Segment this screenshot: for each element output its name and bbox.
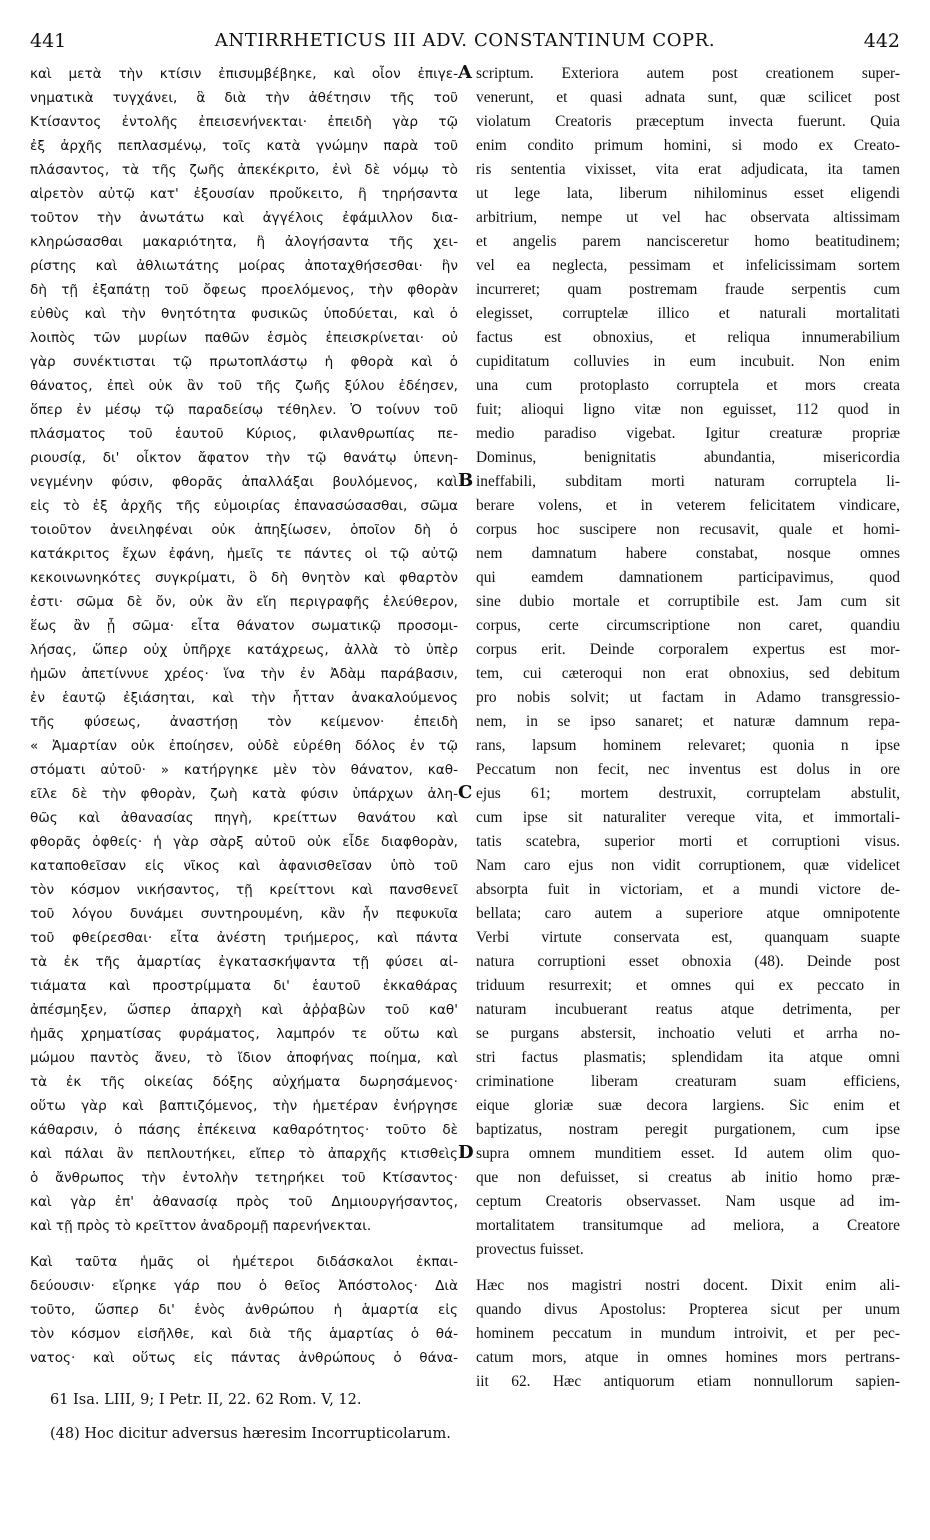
- latin-text-line: corpus erit. Deinde corporalem expertus est mor-: [476, 641, 900, 658]
- latin-text-line: natura corruptioni esset obnoxia (48). Deinde post: [476, 953, 900, 970]
- greek-text-line: κάθαρσιν, ὁ πάσης ἐπέκεινα καθαρότητος· τοῦτο δὲ: [30, 1122, 458, 1138]
- latin-text-line: supra omnem munditiem esset. Id autem olim quo-: [476, 1145, 900, 1162]
- latin-text-line: nem, in se ipso sanaret; et naturæ damnum repa-: [476, 713, 900, 730]
- footnotes: [50, 1388, 900, 1446]
- latin-text-line: corpus hoc suscipere non recusavit, quale et homi-: [476, 521, 900, 538]
- greek-text-line: κατάκριτος ἔχων ἐφάνη, ἡμεῖς τε πάντες οἱ τῷ αὐτῷ: [30, 546, 458, 562]
- greek-column: [30, 62, 458, 1370]
- latin-text-line: scriptum. Exteriora autem post creationem super-: [476, 65, 900, 82]
- latin-text-line: hominem peccatum in mundum introivit, et per pec-: [476, 1325, 900, 1342]
- greek-text-line: τοῦ φθείρεσθαι· εἶτα ἀνέστη τριήμερος, καὶ πάντα: [30, 930, 458, 946]
- latin-text-line: incurreret; quam postremam fraude serpentis cum: [476, 281, 900, 298]
- greek-text-line: τὰ ἐκ τῆς ἁμαρτίας ἐγκατασκήψαντα τῇ φύσει αἰ-: [30, 954, 458, 970]
- greek-text-line: καὶ πάλαι ἂν πεπλουτήκει, εἴπερ τὸ ἀπαρχῆς κτισθεὶς: [30, 1146, 458, 1162]
- latin-text-line: venerunt, et quasi adnata sunt, quæ scilicet post: [476, 89, 900, 106]
- latin-text-line: Dominus, benignitatis abundantia, misericordia: [476, 449, 900, 466]
- latin-text-line: se purgans abstersit, inchoatio veluti et arrha no-: [476, 1025, 900, 1042]
- greek-text-line: νεγμένην φύσιν, φθορᾶς ἀπαλλάξαι βουλόμενος, καὶ: [30, 474, 458, 490]
- latin-text-line: tatis scatebra, superior morti et corruptioni visus.: [476, 833, 900, 850]
- latin-text-line: berare volens, et in veterem felicitatem vindicare,: [476, 497, 900, 514]
- latin-text-line: naturam incubuerant reatus atque detrimenta, per: [476, 1001, 900, 1018]
- paragraph-gap: [30, 1238, 458, 1250]
- paragraph-gap: [476, 1262, 900, 1274]
- latin-text-line: cupiditatum colluvies in eum incubuit. Non enim: [476, 353, 900, 370]
- greek-text-line: ἐστι· σῶμα δὲ ὄν, οὐκ ἂν εἴη περιγραφῆς ἐλεύθερον,: [30, 594, 458, 610]
- latin-text-line: Peccatum non fecit, nec inventus est dolus in ore: [476, 761, 900, 778]
- greek-text-line: ἡμᾶς χρηματίσας φυράματος, λαμπρόν τε οὕτω καὶ: [30, 1026, 458, 1042]
- latin-text-line: rans, lapsum hominem relevaret; quonia n ipse: [476, 737, 900, 754]
- latin-text-line: mortalitatem transitumque ad meliora, a Creatore: [476, 1217, 900, 1234]
- footnote-note-48: (48) Hoc dicitur adversus hæresim Incorrupticolarum.: [50, 1426, 451, 1442]
- latin-text-line: ceptum Creatoris observasset. Nam usque ad im-: [476, 1193, 900, 1210]
- greek-text-line: εὐθὺς καὶ τὴν θνητότητα φυσικῶς ὑποδύεται, καὶ ὁ: [30, 306, 458, 322]
- latin-text-line: ineffabili, subditam morti naturam corruptela li-: [476, 473, 900, 490]
- latin-text-line: iit 62. Hæc antiquorum etiam nonnullorum sapien-: [476, 1373, 900, 1390]
- greek-text-line: θῶς καὶ ἀθανασίας πηγὴ, κρείττων θανάτου καὶ: [30, 810, 458, 826]
- greek-text-line: οὕτω γὰρ καὶ βαπτιζόμενος, τὴν ἡμετέραν ἐνήργησε: [30, 1098, 458, 1114]
- greek-text-line: λήσας, ὥπερ οὐχ ὑπῆρχε κατάχρεως, ἀλλὰ τὸ ὑπὲρ: [30, 642, 458, 658]
- greek-text-line: νηματικὰ τυγχάνει, ἃ διὰ τὴν ἀθέτησιν τῆς τοῦ: [30, 90, 458, 106]
- greek-text-line: μώμου παντὸς ἄνευ, τὸ ἴδιον ἀποφήνας ποίημα, καὶ: [30, 1050, 458, 1066]
- greek-text-line: δεύουσιν· εἴρηκε γάρ που ὁ θεῖος Ἀπόστολος· Διὰ: [30, 1278, 458, 1294]
- latin-text-line: Verbi virtute conservata est, quanquam suapte: [476, 929, 900, 946]
- latin-text-line: violatum Creatoris præceptum invecta fuerunt. Quia: [476, 113, 900, 130]
- greek-text-line: νατος· καὶ οὕτως εἰς πάντας ἀνθρώπους ὁ θάνα-: [30, 1350, 458, 1366]
- greek-text-line: κεκοινωνηκότες συγκρίματι, ὃ δὴ θνητὸν καὶ φθαρτὸν: [30, 570, 458, 586]
- latin-text-line: stri factus plasmatis; splendidam ita atque omni: [476, 1049, 900, 1066]
- greek-text-line: γὰρ συνέκτισται τῷ πρωτοπλάστῳ ἡ φθορὰ καὶ ὁ: [30, 354, 458, 370]
- latin-text-line: bellata; caro autem a superiore atque omnipotente: [476, 905, 900, 922]
- greek-text-line: ὁ ἄνθρωπος τὴν ἐντολὴν τετηρήκει τοῦ Κτίσαντος·: [30, 1170, 458, 1186]
- latin-text-line: corpus, certe circumscriptione non caret, quandiu: [476, 617, 900, 634]
- greek-text-line: ὅπερ ἐν μέσῳ τῷ παραδείσῳ τέθηλεν. Ὁ τοίνυν τοῦ: [30, 402, 458, 418]
- latin-column: [476, 62, 900, 1394]
- latin-text-line: fuit; alioqui ligno vitæ non eguisset, 112 quod in: [476, 401, 900, 418]
- latin-text-line: et angelis parem nancisceretur homo beatitudinem;: [476, 233, 900, 250]
- greek-text-line: τὰ ἐκ τῆς οἰκείας δόξης αὐχήματα δωρησάμενος·: [30, 1074, 458, 1090]
- greek-text-line: τοῦτο, ὥσπερ δι' ἑνὸς ἀνθρώπου ἡ ἁμαρτία εἰς: [30, 1302, 458, 1318]
- greek-text-line: στόματι αὐτοῦ· » κατήργηκε μὲν τὸν θάνατον, καθ-: [30, 762, 458, 778]
- latin-text-line: sine dubio mortale et corruptibile est. Jam cum sit: [476, 593, 900, 610]
- latin-text-line: provectus fuisset.: [476, 1241, 584, 1258]
- greek-text-line: « Ἁμαρτίαν οὐκ ἐποίησεν, οὐδὲ εὑρέθη δόλος ἐν τῷ: [30, 738, 458, 754]
- greek-text-line: τοιοῦτον ἀνειληφέναι οὐκ ἀπηξίωσεν, ὁποῖον δὴ ὁ: [30, 522, 458, 538]
- running-title: ANTIRRHETICUS III ADV. CONSTANTINUM COPR.: [214, 30, 716, 51]
- footnote-scripture: 61 Isa. LIII, 9; I Petr. II, 22. 62 Rom. V, 12.: [50, 1392, 362, 1408]
- latin-text-line: eique gloriæ suæ decora largiens. Sic enim et: [476, 1097, 900, 1114]
- greek-text-line: ἀπέσμηξεν, ὥσπερ ἀπαρχὴ καὶ ἀῤῥαβὼν τοῦ καθ': [30, 1002, 458, 1018]
- latin-text-line: nem damnatum habere constabat, nosque omnes: [476, 545, 900, 562]
- greek-text-line: θάνατος, ἐπεὶ οὐκ ἂν τοῦ τῆς ζωῆς ξύλου ἐδέησεν,: [30, 378, 458, 394]
- greek-text-line: ἐν ἑαυτῷ ἐξιάσηται, καὶ τὴν ἧτταν ἀνακαλούμενος: [30, 690, 458, 706]
- latin-text-line: Nam caro ejus non vidit corruptionem, quæ videlicet: [476, 857, 900, 874]
- greek-text-line: τοῦτον τὴν ἀνωτάτω καὶ ἀγγέλοις ἐφάμιλλον δια-: [30, 210, 458, 226]
- margin-letter-d: D: [458, 1142, 474, 1163]
- latin-text-line: factus est obnoxius, et reliqua innumerabilium: [476, 329, 900, 346]
- greek-text-line: δὴ τῇ ἐξαπάτῃ τοῦ ὄφεως προελόμενος, τὴν φθορὰν: [30, 282, 458, 298]
- greek-text-line: τοῦ λόγου δυνάμει συντηρουμένη, κἂν ἦν πεφυκυῖα: [30, 906, 458, 922]
- latin-text-line: Hæc nos magistri nostri docent. Dixit enim ali-: [476, 1277, 900, 1294]
- greek-text-line: ἐξ ἀρχῆς πεπλασμένῳ, τοῖς κατὰ γνώμην παρὰ τοῦ: [30, 138, 458, 154]
- greek-text-line: καὶ μετὰ τὴν κτίσιν ἐπισυμβέβηκε, καὶ οἷον ἐπιγε-: [30, 66, 458, 82]
- latin-text-line: quando divus Apostolus: Propterea sicut per unum: [476, 1301, 900, 1318]
- latin-text-line: una cum protoplasto corruptela et mors creata: [476, 377, 900, 394]
- greek-text-line: τὸν κόσμον νικήσαντος, τῇ κρείττονι καὶ πανσθενεῖ: [30, 882, 458, 898]
- greek-text-line: Καὶ ταῦτα ἡμᾶς οἱ ἡμέτεροι διδάσκαλοι ἐκπαι-: [30, 1254, 458, 1270]
- greek-text-line: ἡμῶν ἀπετίννυε χρέος· ἵνα τὴν ἐν Ἀδὰμ παράβασιν,: [30, 666, 458, 682]
- greek-text-line: λοιπὸς τῶν μυρίων παθῶν ἑσμὸς ἐπεισκρίνεται· οὐ: [30, 330, 458, 346]
- greek-text-line: πλάσματος τοῦ ἑαυτοῦ Κύριος, φιλανθρωπίας πε-: [30, 426, 458, 442]
- latin-text-line: cum ipse sit naturaliter vereque vita, et immortali-: [476, 809, 900, 826]
- page-header: [30, 30, 900, 60]
- latin-text-line: catum mors, atque in omnes homines mors pertrans-: [476, 1349, 900, 1366]
- page-number-left: 441: [30, 30, 67, 52]
- margin-letter-a: A: [458, 62, 472, 83]
- greek-text-line: αἱρετὸν αὐτῷ κατ' ἐξουσίαν προὔκειτο, ἢ τηρήσαντα: [30, 186, 458, 202]
- greek-text-line: ρίστης καὶ ἀθλιωτάτης μοίρας ἀποταχθήσεσθαι· ἣν: [30, 258, 458, 274]
- latin-text-line: medio paradiso vigebat. Igitur creaturæ propriæ: [476, 425, 900, 442]
- latin-text-line: pro nobis solvit; ut factam in Adamo transgressio-: [476, 689, 900, 706]
- greek-text-line: ριουσίᾳ, δι' οἶκτον ἄφατον τὴν τῷ θανάτῳ ὑπενη-: [30, 450, 458, 466]
- greek-text-line: τὸν κόσμον εἰσῆλθε, καὶ διὰ τῆς ἁμαρτίας ὁ θά-: [30, 1326, 458, 1342]
- latin-text-line: ris sententia vixisset, vita erat adjudicata, ita tamen: [476, 161, 900, 178]
- latin-text-line: elegisset, corruptelæ illico et naturali mortalitati: [476, 305, 900, 322]
- latin-text-line: criminatione liberam creaturam suam efficiens,: [476, 1073, 900, 1090]
- latin-text-line: vel ea neglecta, pessimam et infelicissimam sortem: [476, 257, 900, 274]
- greek-text-line: εῖλε δὲ τὴν φθορὰν, ζωὴ κατὰ φύσιν ὑπάρχων ἀλη-: [30, 786, 458, 802]
- greek-text-line: κληρώσασθαι μακαριότητα, ἢ ἀλογήσαντα τῆς χει-: [30, 234, 458, 250]
- latin-text-line: ejus 61; mortem destruxit, corruptelam abstulit,: [476, 785, 900, 802]
- latin-text-line: tem, cui cæteroqui non erat obnoxius, sed debitum: [476, 665, 900, 682]
- latin-text-line: que non defuisset, si creatus ab initio homo præ-: [476, 1169, 900, 1186]
- greek-text-line: καὶ γὰρ ἐπ' ἀθανασίᾳ πρὸς τοῦ Δημιουργήσαντος,: [30, 1194, 458, 1210]
- greek-text-line: εἰς τὸ ἐξ ἀρχῆς τῆς εὐμοιρίας ἐπανασώσασθαι, σῶμα: [30, 498, 458, 514]
- latin-text-line: enim condito primum homini, si modo ex Creato-: [476, 137, 900, 154]
- latin-text-line: triduum resurrexit; et omnes qui ex peccato in: [476, 977, 900, 994]
- greek-text-line: τιάματα καὶ προστρίμματα δι' ἑαυτοῦ ἐκκαθάρας: [30, 978, 458, 994]
- margin-letter-c: C: [458, 782, 473, 803]
- latin-text-line: absorpta fuit in victoriam, et a mundi victore de-: [476, 881, 900, 898]
- greek-text-line: καταποθεῖσαν εἰς νῖκος καὶ ἀφανισθεῖσαν ὑπὸ τοῦ: [30, 858, 458, 874]
- greek-text-line: ἕως ἂν ᾖ σῶμα· εἶτα θάνατον σωματικῷ προσομι-: [30, 618, 458, 634]
- greek-text-line: πλάσαντος, τὰ τῆς ζωῆς ἀπεκέκριτο, ἐνὶ δὲ νόμῳ τὸ: [30, 162, 458, 178]
- latin-text-line: baptizatus, nostram peregit purgationem, cum ipse: [476, 1121, 900, 1138]
- latin-text-line: arbitrium, nempe ut vel hac observata altissimam: [476, 209, 900, 226]
- latin-text-line: qui eamdem damnationem participavimus, quod: [476, 569, 900, 586]
- margin-letter-b: B: [458, 470, 474, 491]
- page-number-right: 442: [863, 30, 900, 52]
- greek-text-line: φθορᾶς ὀφθείς· ἡ γὰρ σὰρξ αὐτοῦ οὐκ εἶδε διαφθορὰν,: [30, 834, 458, 850]
- greek-text-line: τῆς φύσεως, ἀναστήσῃ τὸν κείμενον· ἐπειδὴ: [30, 714, 458, 730]
- greek-text-line: Κτίσαντος ἐντολῆς ἐπεισενήνεκται· ἐπειδὴ γὰρ τῷ: [30, 114, 458, 130]
- latin-text-line: ut lege lata, liberum nihilominus esset eligendi: [476, 185, 900, 202]
- greek-text-line: καὶ τῇ πρὸς τὸ κρεῖττον ἀναδρομῇ παρενήνεκται.: [30, 1218, 372, 1234]
